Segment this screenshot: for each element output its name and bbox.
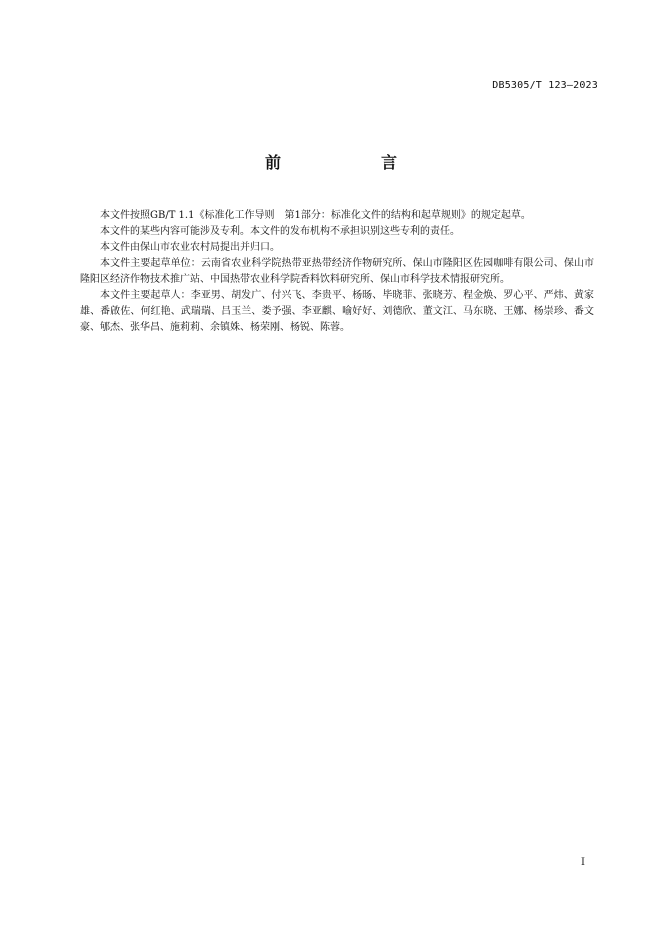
- page-number: I: [581, 857, 585, 868]
- paragraph-drafting-rules: 本文件按照GB/T 1.1《标准化工作导则 第1部分：标准化文件的结构和起草规则》的规定起草。: [100, 210, 531, 221]
- paragraph-drafters: 本文件主要起草人：李亚男、胡发广、付兴飞、李贵平、杨旸、毕晓菲、张晓芳、程金焕、罗心平、严炜、黄家雄、番啟佐、何红艳、武瑞瑞、吕玉兰、娄予强、李亚麒、喻好好、刘德欣、董文江、马东晓、王娜、杨崇珍、番文豪、郇杰、张华昌、施莉莉、余镇姝、杨荣刚、杨锐、陈蓉。: [80, 290, 594, 333]
- foreword-body: [80, 208, 594, 336]
- document-code: DB5305/T 123—2023: [492, 80, 598, 91]
- paragraph-proposer: 本文件由保山市农业农村局提出并归口。: [100, 242, 280, 253]
- paragraph-patent-notice: 本文件的某些内容可能涉及专利。本文件的发布机构不承担识别这些专利的责任。: [100, 226, 460, 237]
- paragraph-drafting-units: 本文件主要起草单位：云南省农业科学院热带亚热带经济作物研究所、保山市隆阳区佐园咖啡有限公司、保山市隆阳区经济作物技术推广站、中国热带农业科学院香料饮料研究所、保山市科学技术情报研究所。: [80, 258, 594, 285]
- page-title: 前 言: [264, 153, 439, 172]
